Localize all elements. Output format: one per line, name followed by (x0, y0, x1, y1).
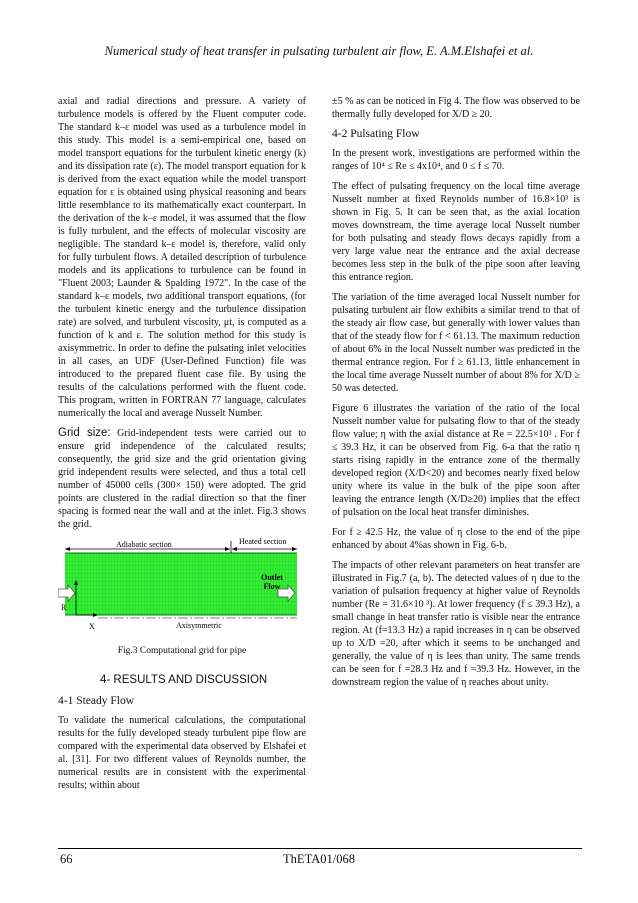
paragraph-validation-cont: ±5 % as can be noticed in Fig 4. The flow was observed to be thermally fully developed for X/D ≥ 20. (332, 96, 580, 120)
x-axis-label: X (89, 622, 95, 631)
paragraph-frequency-effect: The effect of pulsating frequency on the local time average Nusselt number at fixed Reynolds number of 16.8×10³ is shown in Fig. 5. It can be seen that, as the axial location moves downstream, the time average local Nusselt number for both pulsating and steady flows decays rapidly from a very large value near the entrance and the axial decrease becomes less step in the bulk of the pipe soon after leaving this entrance region. (332, 181, 580, 283)
figure-caption: Fig.3 Computational grid for pipe (117, 646, 247, 656)
document-id: ThETA01/068 (283, 852, 355, 866)
subsection-steady-flow: 4-1 Steady Flow (58, 695, 135, 707)
paragraph-turbulence-model: axial and radial directions and pressure. A variety of turbulence models is offered by the Fluent computer code. The standard k–ε model was used as a turbulence model in this study. This model is a semi-empirical one, based on model transport equations for the turbulent kinetic energy (k) and its dissipation rate (ε). The model transport equation for k is derived from the exact equation while the model transport equation for ε is obtained using physical reasoning and bears little resemblance to its mathematically exact counterpart. In the derivation of the k–ε model, it was assumed that the flow is fully turbulent, and the effects of molecular viscosity are negligible. The standard k–ε model is, therefore, valid only for fully turbulent flows. A detailed description of turbulence models and its applications to turbulence can be found in "Fluent 2003; Launder & Spalding 1972". In the case of the standard k–ε models, two additional transport equations, (for the turbulent kinetic energy and the turbulence dissipation rate) are solved, and turbulent viscosity, μt, is computed as a function of k and ε. The solution method for this study is axisymmetric. In order to define the pulsating inlet velocities in all cases, an UDF (User-Defined Function) file was introduced to the prepared fluent case file. By using the results of the calculations performed with the fluent code. This program, written in FORTRAN 77 language, calculates numerically the local and average Nusselt Number. (58, 96, 306, 419)
paragraph-nusselt-variation: The variation of the time averaged local Nusselt number for pulsating turbulent air flow exhibits a similar trend to that of the steady air flow case, but generally with lower values than that of the steady flow for f < 61.13. The maximum reduction of about 6% in the local Nusselt number was predicted in the thermal entrance region. For f ≥ 61.13, little enhancement in the local time average Nusselt number of about 8% for X/D ≥ 50 was detected. (332, 292, 580, 394)
paragraph-figure6: Figure 6 illustrates the variation of the ratio of the local Nusselt number value for pulsating flow to that of the steady flow value; η with the axial distance at Re = 22.5×10³ . For f ≤ 39.3 Hz, it can be observed from Fig. 6-a that the ratio η starts rising rapidly in the entrance zone of the thermally developed region (X/D<20) and becomes nearly fixed below unity where its value in the bulk of the pipe soon after leaving the entrance length (X/D≥20) implies that the effect of pulsation on the local heat transfer diminishes. (332, 403, 580, 518)
left-column (58, 95, 306, 799)
r-axis-label: R (61, 603, 67, 612)
page-number: 66 (60, 852, 73, 866)
heated-section-label: Heated section (239, 538, 287, 546)
adiabatic-section-label: Adiabatic section (116, 540, 172, 549)
figure-computational-grid (58, 538, 306, 664)
running-header: Numerical study of heat transfer in pulsating turbulent air flow, E. A.M.Elshafei et al. (104, 44, 534, 58)
paragraph-steady-flow: To validate the numerical calculations, the computational results for the fully developed steady turbulent pipe flow are compared with the experimental data observed by Elshafei et al. [31]. For two different values of Reynolds number, the numerical results are in consistent with the experimental results; within about (58, 715, 306, 791)
grid-size-text: Grid-independent tests were carried out to ensure grid independence of the calculated results; consequently, the grid size and the grid orientation giving grid independent results were selected, and thus a total cell number of 45000 cells (300× 150) were adopted. The grid points are clustered in the radial direction so that the finer spacing is formed near the wall and at the inlet. Fig.3 shows the grid. (58, 428, 306, 530)
paragraph-grid-size (58, 427, 306, 531)
right-column (332, 95, 580, 696)
outlet-label-line2: Flow (263, 582, 281, 591)
section-heading-results: 4- RESULTS AND DISCUSSION (100, 674, 268, 686)
paragraph-ranges: In the present work, investigations are performed within the ranges of 10⁴ ≤ Re ≤ 4x10⁴, and 0 ≤ f ≤ 70. (332, 148, 580, 172)
grid-size-label: Grid size: (58, 427, 111, 439)
outlet-label-line1: Outlet (261, 573, 283, 582)
axisymmetric-label: Axisymmetric (176, 621, 222, 630)
paragraph-high-frequency: For f ≥ 42.5 Hz, the value of η close to the end of the pipe enhanced by about 4%as shown in Fig. 6-b. (332, 527, 580, 551)
paragraph-other-parameters: The impacts of other relevant parameters on heat transfer are illustrated in Fig.7 (a, b). The detected values of η due to the variation of pulsation frequency at higher value of Reynolds number (Re = 31.6×10 ³). At lower frequency (f ≤ 39.3 Hz), a small change in heat transfer ratio is visible near the entrance region. At (f=13.3 Hz) a rapid increases in η can be observed up to X/D =20, after which it seems to be unchanged and generally, the value of η is lees than unity. The same trends can be seen for f =28.3 Hz and f =39.3 Hz. However, in the downstream region the value of η reaches about unity. (332, 560, 580, 688)
grid-diagram (58, 538, 306, 644)
footer-rule (58, 848, 582, 849)
subsection-pulsating-flow: 4-2 Pulsating Flow (332, 128, 420, 140)
mesh-region (65, 553, 297, 615)
